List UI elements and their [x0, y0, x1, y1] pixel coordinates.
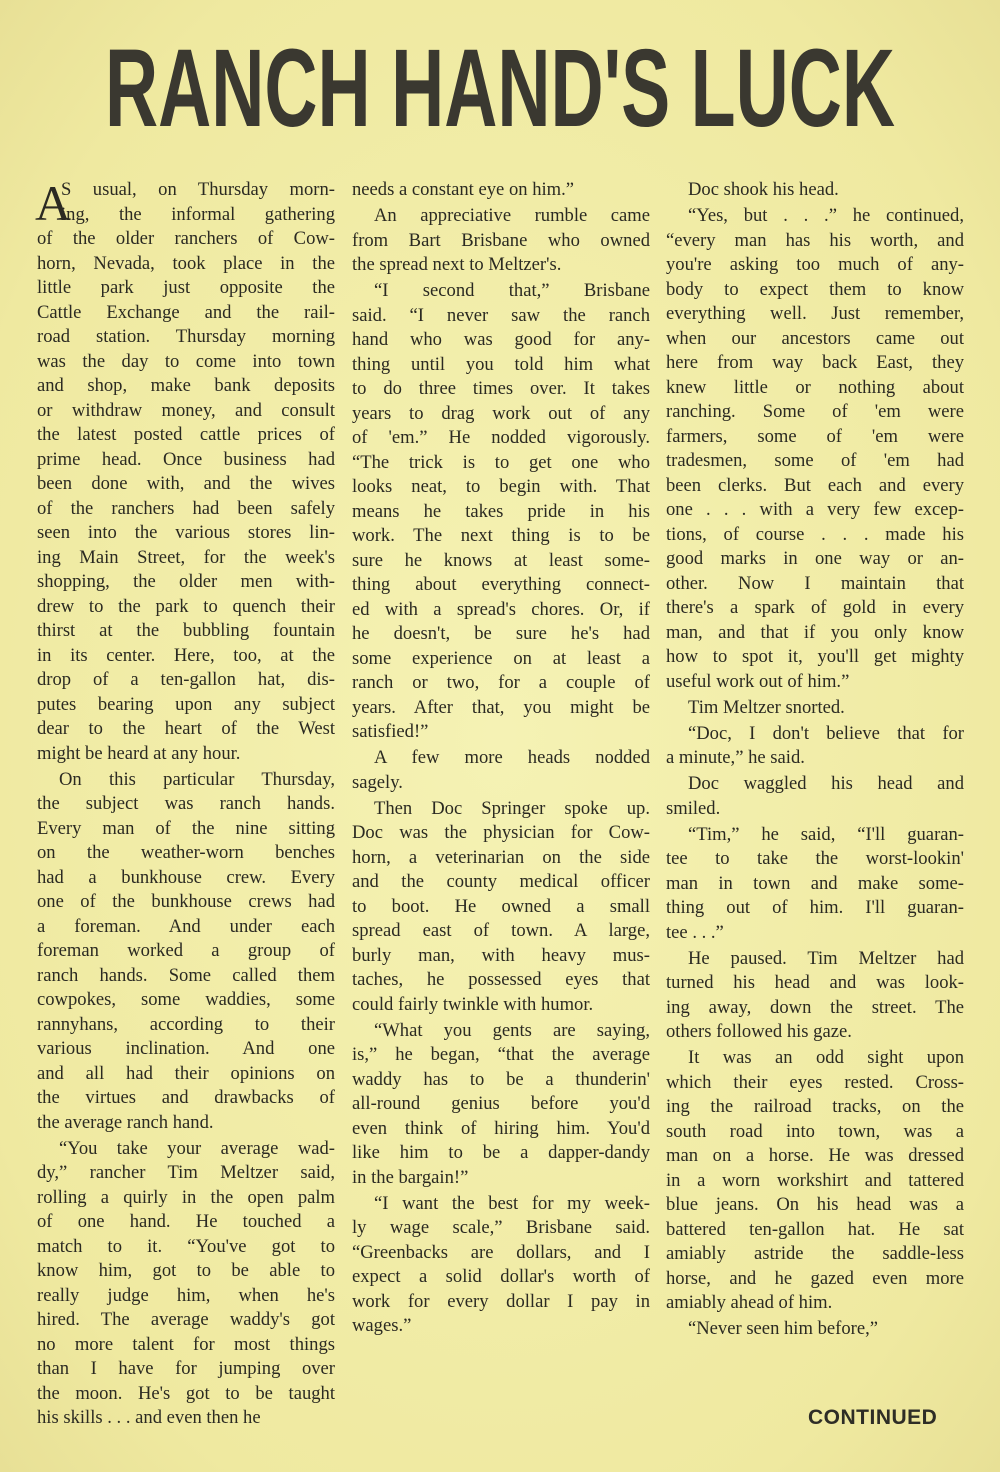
text-line: could fairly twinkle with humor.	[352, 993, 594, 1015]
text-line: ed with a spread's chores. Or, if	[352, 598, 650, 620]
text-line: taches, he possessed eyes that	[352, 969, 650, 990]
text-line: man in town and make some-	[666, 872, 964, 894]
text-line: of the older ranchers of Cow-	[37, 228, 335, 249]
text-line: body to expect them to know	[666, 278, 964, 300]
text-line: work for every dollar I pay in	[352, 1290, 650, 1312]
text-line: sagely.	[352, 771, 403, 793]
text-line: tee . . .”	[666, 921, 724, 943]
text-line: the moon. He's got to be taught	[37, 1382, 335, 1404]
text-line: battered ten-gallon hat. He sat	[666, 1218, 964, 1240]
text-line: some experience on at least a	[352, 647, 650, 669]
text-line: shopping, the older men with-	[37, 571, 335, 592]
paragraph	[37, 768, 335, 1136]
text-line: horn, Nevada, took place in the	[37, 252, 335, 274]
text-line: prime head. Once business had	[37, 448, 335, 470]
text-line: horse, and he gazed even more	[666, 1267, 964, 1289]
paragraph	[352, 178, 650, 203]
text-line: rolling a quirly in the open palm	[37, 1186, 335, 1208]
text-column-2	[352, 178, 650, 1340]
text-line: his skills . . . and even then he	[37, 1407, 261, 1428]
text-line: amiably astride the saddle-less	[666, 1243, 964, 1264]
text-line: “Greenbacks are dollars, and I	[352, 1241, 650, 1263]
text-line: of one hand. He touched a	[37, 1211, 335, 1232]
text-line: horn, a veterinarian on the side	[352, 846, 650, 868]
text-line: no more talent for most things	[37, 1333, 335, 1355]
text-line: man, and that if you only know	[666, 621, 964, 643]
text-line: Then Doc Springer spoke up.	[374, 797, 650, 819]
text-line: He paused. Tim Meltzer had	[688, 947, 964, 969]
text-line: hired. The average waddy's got	[37, 1309, 335, 1330]
text-line: south road into town, was a	[666, 1120, 964, 1142]
text-line: needs a constant eye on him.”	[352, 179, 575, 200]
text-line: satisfied!”	[352, 721, 429, 742]
paragraph	[352, 1019, 650, 1191]
text-line: here from way back East, they	[666, 352, 964, 373]
paragraph	[37, 1137, 335, 1431]
text-line: from Bart Brisbane who owned	[352, 229, 650, 251]
text-line: on the weather-worn benches	[37, 842, 335, 863]
text-line: “I want the best for my week-	[374, 1192, 650, 1214]
text-line: looks neat, to begin with. That	[352, 476, 650, 497]
text-line: ing away, down the street. The	[666, 996, 964, 1018]
text-line: in the bargain!”	[352, 1166, 469, 1188]
text-line: ranch hands. Some called them	[37, 964, 335, 986]
text-line: “Doc, I don't believe that for	[688, 722, 964, 744]
text-line: everything well. Just remember,	[666, 303, 964, 324]
paragraph	[352, 797, 650, 1018]
text-line: Cattle Exchange and the rail-	[37, 301, 335, 323]
text-line: A few more heads nodded	[374, 747, 650, 768]
text-line: man on a horse. He was dressed	[666, 1145, 964, 1166]
text-line: means he takes pride in his	[352, 500, 650, 522]
text-line: one of the bunkhouse crews had	[37, 891, 335, 912]
text-line: putes bearing upon any subject	[37, 693, 335, 715]
text-line: is,” he began, “that the average	[352, 1044, 650, 1065]
text-line: “Never seen him before,”	[688, 1318, 878, 1339]
paragraph	[666, 772, 964, 821]
text-line: useful work out of him.”	[666, 670, 850, 692]
paragraph	[666, 823, 964, 946]
paragraph	[666, 1317, 964, 1342]
text-line: road station. Thursday morning	[37, 326, 335, 347]
text-line: Every man of the nine sitting	[37, 817, 335, 839]
text-line: hand who was good for any-	[352, 329, 650, 350]
text-line: ing, the informal gathering	[61, 203, 335, 225]
text-line: ranch or two, for a couple of	[352, 672, 650, 693]
text-line: the latest posted cattle prices of	[37, 424, 335, 445]
text-line: knew little or nothing about	[666, 376, 964, 398]
paragraph	[352, 279, 650, 745]
paragraph	[352, 746, 650, 795]
text-line: burly man, with heavy mus-	[352, 944, 650, 966]
text-line: the average ranch hand.	[37, 1111, 214, 1133]
text-line: had a bunkhouse crew. Every	[37, 866, 335, 888]
text-line: the spread next to Meltzer's.	[352, 254, 562, 275]
text-line: waddy has to be a thunderin'	[352, 1068, 650, 1090]
text-line: dear to the heart of the West	[37, 718, 335, 739]
text-line: seen into the various stores lin-	[37, 522, 335, 543]
text-line: “every man has his worth, and	[666, 229, 964, 251]
text-line: sure he knows at least some-	[352, 549, 650, 571]
paragraph	[35, 175, 335, 766]
text-line: tradesmen, some of 'em had	[666, 450, 964, 471]
story-title-graphic	[60, 30, 940, 140]
paragraph	[666, 1046, 964, 1316]
text-line: thing out of him. I'll guaran-	[666, 897, 964, 918]
text-line: turned his head and was look-	[666, 972, 964, 993]
text-line: said. “I never saw the ranch	[352, 304, 650, 326]
text-line: ing the railroad tracks, on the	[666, 1096, 964, 1117]
text-line: An appreciative rumble came	[374, 205, 650, 226]
text-line: been clerks. But each and every	[666, 474, 964, 496]
text-line: spread east of town. A large,	[352, 920, 650, 941]
text-line: and shop, make bank deposits	[37, 375, 335, 396]
paragraph	[666, 178, 964, 203]
text-line: others followed his gaze.	[666, 1021, 852, 1042]
text-line: ly wage scale,” Brisbane said.	[352, 1217, 650, 1238]
text-line: expect a solid dollar's worth of	[352, 1266, 650, 1287]
text-line: and the county medical officer	[352, 871, 650, 892]
paragraph	[666, 204, 964, 694]
text-line: a minute,” he said.	[666, 747, 805, 768]
paragraph	[666, 722, 964, 771]
text-line: to boot. He owned a small	[352, 895, 650, 917]
text-line: “You take your average wad-	[59, 1137, 335, 1159]
text-line: rannyhans, according to their	[37, 1013, 335, 1035]
text-line: how to spot it, you'll get mighty	[666, 646, 964, 667]
text-line: amiably ahead of him.	[666, 1292, 833, 1313]
text-line: Doc waggled his head and	[688, 773, 964, 794]
text-line: tee to take the worst-lookin'	[666, 848, 964, 869]
text-line: the subject was ranch hands.	[37, 793, 335, 814]
text-line: drew to the park to quench their	[37, 595, 335, 617]
text-line: Tim Meltzer snorted.	[688, 696, 845, 718]
text-line: ranching. Some of 'em were	[666, 401, 964, 422]
text-line: “The trick is to get one who	[352, 451, 650, 473]
text-line: in a worn workshirt and tattered	[666, 1169, 964, 1191]
text-line: little park just opposite the	[37, 277, 335, 298]
text-line: tions, of course . . . made his	[666, 523, 964, 545]
text-column-1	[35, 175, 335, 1432]
text-line: like him to be a dapper-dandy	[352, 1142, 650, 1163]
text-column-3	[666, 178, 964, 1343]
text-line: Doc was the physician for Cow-	[352, 822, 650, 843]
text-line: cowpokes, some waddies, some	[37, 989, 335, 1010]
text-line: was the day to come into town	[37, 350, 335, 372]
story-title	[60, 30, 940, 140]
text-line: might be heard at any hour.	[37, 742, 241, 764]
story-title-text: RANCH HAND'S LUCK	[105, 30, 895, 140]
text-line: good marks in one way or an-	[666, 548, 964, 569]
paragraph	[666, 696, 964, 721]
text-line: blue jeans. On his head was a	[666, 1194, 964, 1215]
text-line: he doesn't, be sure he's had	[352, 623, 650, 644]
text-line: all-round genius before you'd	[352, 1093, 650, 1114]
text-line: there's a spark of gold in every	[666, 597, 964, 618]
text-line: “What you gents are saying,	[374, 1019, 650, 1041]
text-line: thing until you told him what	[352, 353, 650, 375]
text-line: dy,” rancher Tim Meltzer said,	[37, 1162, 335, 1183]
text-line: “Yes, but . . .” he continued,	[688, 205, 964, 226]
text-line: “I second that,” Brisbane	[374, 280, 650, 301]
text-line: various inclination. And one	[37, 1038, 335, 1059]
text-line: smiled.	[666, 797, 721, 819]
text-line: On this particular Thursday,	[59, 768, 335, 790]
text-line: than I have for jumping over	[37, 1358, 335, 1379]
text-line: years. After that, you might be	[352, 696, 650, 718]
text-line: thirst at the bubbling fountain	[37, 620, 335, 641]
text-line: farmers, some of 'em were	[666, 425, 964, 447]
text-line: match to it. “You've got to	[37, 1235, 335, 1257]
text-line: a foreman. And under each	[37, 915, 335, 937]
text-line: It was an odd sight upon	[688, 1047, 964, 1068]
text-line: one . . . with a very few excep-	[666, 499, 964, 520]
text-line: S usual, on Thursday morn-	[61, 179, 335, 200]
text-line: of 'em.” He nodded vigorously.	[352, 427, 650, 448]
text-line: other. Now I maintain that	[666, 572, 964, 594]
text-line: in its center. Here, too, at the	[37, 644, 335, 666]
drop-cap: A	[35, 175, 72, 231]
text-line: really judge him, when he's	[37, 1284, 335, 1306]
text-line: ing Main Street, for the week's	[37, 546, 335, 568]
text-line: foreman worked a group of	[37, 940, 335, 961]
text-line: been done with, and the wives	[37, 473, 335, 494]
text-line: Doc shook his head.	[688, 179, 839, 200]
text-line: thing about everything connect-	[352, 574, 650, 595]
continued-label: CONTINUED	[808, 1406, 938, 1429]
text-line: you're asking too much of any-	[666, 254, 964, 275]
paragraph	[666, 947, 964, 1045]
text-line: know him, got to be able to	[37, 1260, 335, 1281]
text-line: years to drag work out of any	[352, 402, 650, 424]
text-line: work. The next thing is to be	[352, 525, 650, 546]
text-line: “Tim,” he said, “I'll guaran-	[688, 823, 964, 845]
text-line: drop of a ten-gallon hat, dis-	[37, 669, 335, 690]
text-line: of the ranchers had been safely	[37, 497, 335, 519]
text-line: wages.”	[352, 1315, 412, 1336]
text-line: when our ancestors came out	[666, 327, 964, 349]
text-line: the virtues and drawbacks of	[37, 1087, 335, 1108]
text-line: or withdraw money, and consult	[37, 399, 335, 421]
text-line: which their eyes rested. Cross-	[666, 1071, 964, 1093]
text-line: even think of hiring him. You'd	[352, 1117, 650, 1139]
paragraph	[352, 1192, 650, 1339]
text-line: and all had their opinions on	[37, 1062, 335, 1084]
paragraph	[352, 204, 650, 278]
text-line: to do three times over. It takes	[352, 378, 650, 399]
